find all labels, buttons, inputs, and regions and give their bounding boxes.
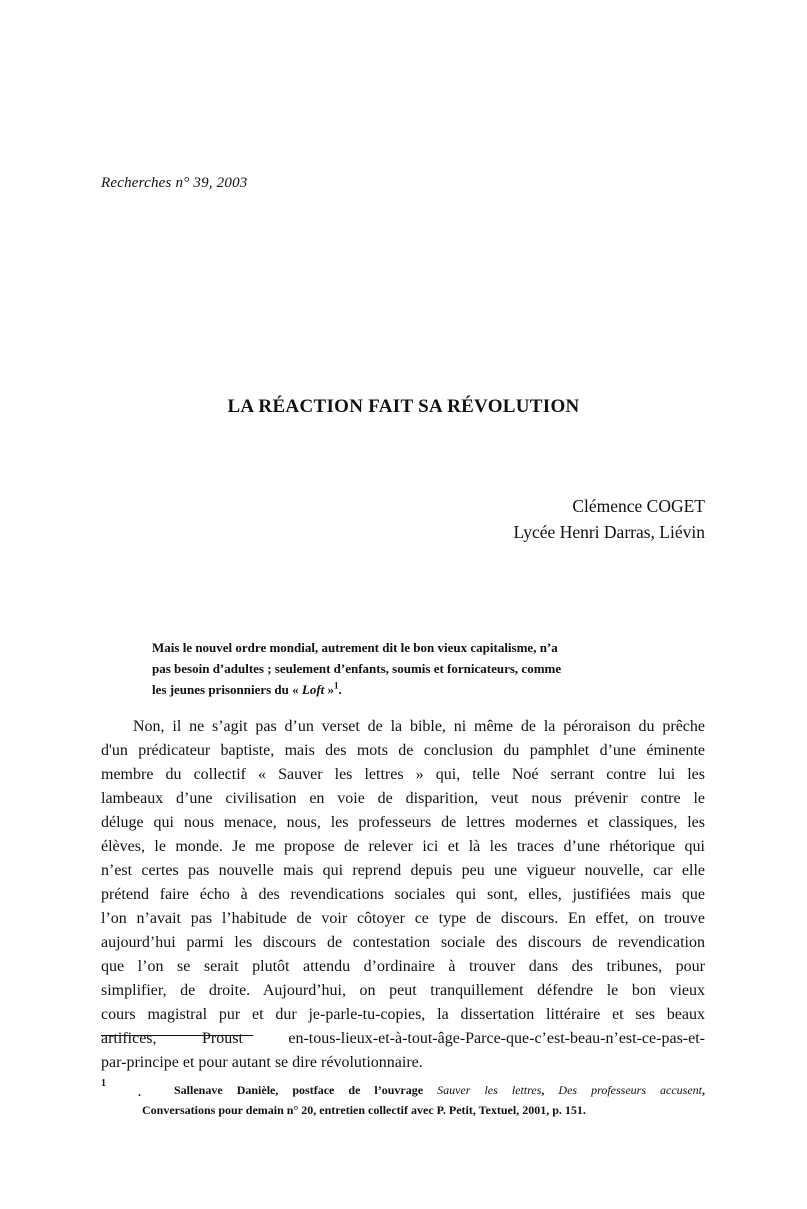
journal-header: Recherches n° 39, 2003 — [101, 175, 248, 191]
footnote-italic: Sauver les lettres — [437, 1083, 542, 1097]
article-title: LA RÉACTION FAIT SA RÉVOLUTION — [227, 396, 580, 417]
body-paragraph — [101, 715, 705, 1075]
body-line: membre du collectif « Sauver les lettres » qui, telle Noé serrant contre lui les — [101, 766, 705, 783]
footnote-text: Sallenave Danièle, postface de l’ouvrage — [174, 1083, 438, 1097]
epigraph-text: . — [338, 682, 342, 697]
author-block — [514, 493, 705, 545]
body-line: cours magistral pur et dur je-parle-tu-copies, la dissertation littéraire et ses beaux — [101, 1006, 705, 1023]
epigraph-italic: Loft — [301, 682, 325, 697]
body-line: aujourd’hui parmi les discours de contestation sociale des discours de revendication — [101, 934, 705, 951]
footnote-text: , — [541, 1083, 559, 1097]
epigraph-line — [152, 679, 672, 700]
body-line: par-principe et pour autant se dire révolutionnaire. — [101, 1054, 423, 1071]
footnote-line — [174, 1080, 705, 1100]
epigraph-line: Mais le nouvel ordre mondial, autrement dit le bon vieux capitalisme, n’a — [152, 640, 558, 655]
epigraph-line: pas besoin d’adultes ; seulement d’enfants, soumis et fornicateurs, comme — [152, 661, 562, 676]
body-line: artifices, Proust en-tous-lieux-et-à-tout-âge-Parce-que-c’est-beau-n’est-ce-pas-et- — [101, 1030, 705, 1047]
body-line: n’est certes pas nouvelle mais qui reprend depuis peu une vigueur nouvelle, car elle — [101, 862, 705, 879]
footnote-dot: . — [138, 1085, 141, 1099]
body-line: que l’on se serait plutôt attendu d’ordinaire à trouver dans des tribunes, pour — [101, 958, 705, 975]
epigraph-text: les jeunes prisonniers du « — [152, 682, 302, 697]
body-line: lambeaux d’une civilisation en voie de disparition, veut nous prévenir contre le — [101, 790, 705, 807]
footnote-reference[interactable]: 1 — [334, 680, 339, 691]
author-name: Clémence COGET — [572, 496, 705, 516]
body-line: déluge qui nous menace, nous, les professeurs de lettres modernes et classiques, les — [101, 814, 705, 831]
body-line: prétend faire écho à des revendications sociales qui sont, elles, justifiées mais que — [101, 886, 705, 903]
epigraph-text: » — [324, 682, 335, 697]
body-line: d'un prédicateur baptiste, mais des mots de conclusion du pamphlet d’une éminente — [101, 742, 705, 759]
footnote-number: 1 — [101, 1078, 106, 1089]
footnote-italic: Des professeurs accusent — [558, 1083, 702, 1097]
body-line: élèves, le monde. Je me propose de relever ici et là les traces d’une rhétorique qui — [101, 838, 705, 855]
body-line: Non, il ne s’agit pas d’un verset de la bible, ni même de la péroraison du prêche — [133, 718, 705, 735]
body-line: simplifier, de droite. Aujourd’hui, on peut tranquillement défendre le bon vieux — [101, 982, 705, 999]
footnote-text: , — [702, 1083, 705, 1097]
author-affiliation: Lycée Henri Darras, Liévin — [513, 522, 705, 542]
footnote-separator — [101, 1035, 253, 1036]
epigraph — [152, 637, 672, 700]
footnote-line: Conversations pour demain n° 20, entretien collectif avec P. Petit, Textuel, 2001, p. 151. — [142, 1103, 586, 1117]
body-line: l’on n’avait pas l’habitude de voir côtoyer ce type de discours. En effet, on trouve — [101, 910, 705, 927]
